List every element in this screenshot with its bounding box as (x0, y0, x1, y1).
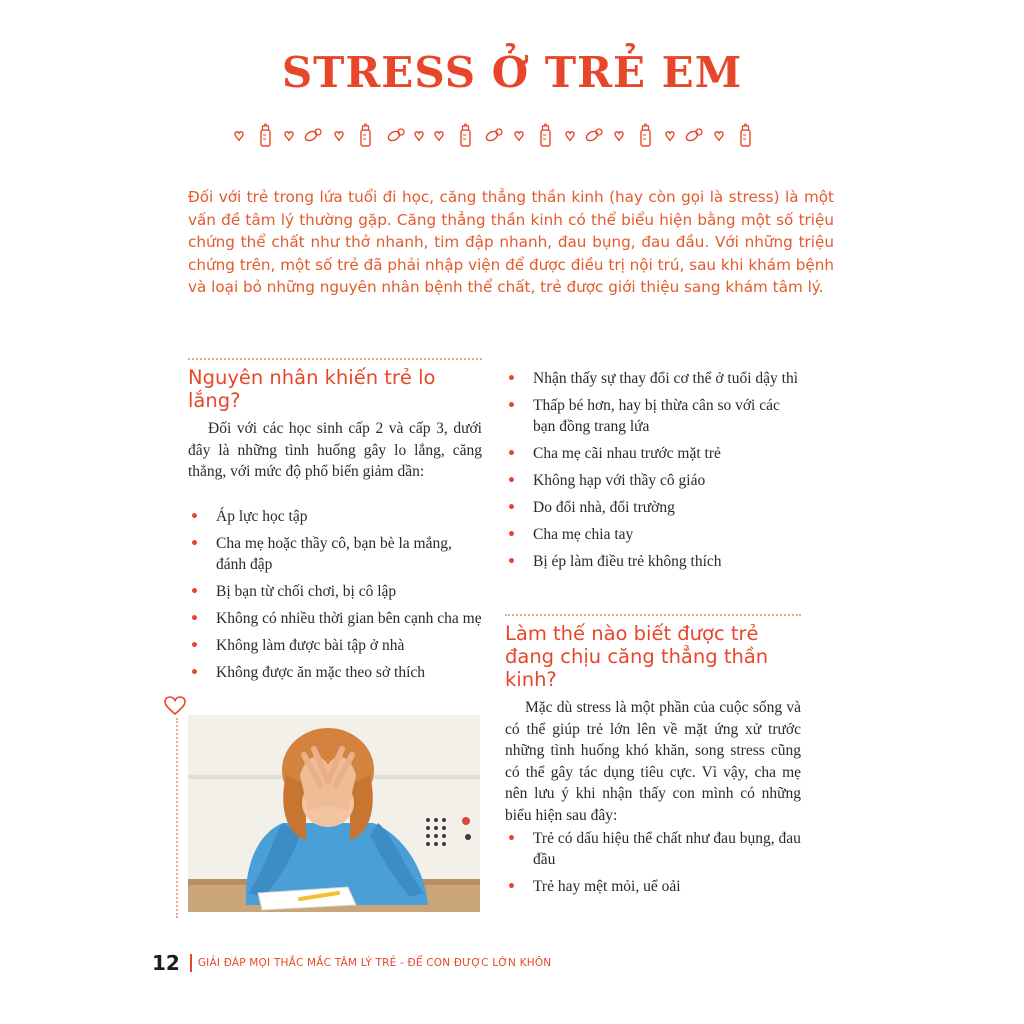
footer-divider (190, 954, 192, 972)
bullet-icon: • (507, 445, 516, 462)
bullet-icon: • (507, 398, 516, 414)
ornament-icons (235, 124, 750, 146)
section1-list (188, 507, 482, 690)
list-item: • Do đổi nhà, đổi trường (505, 498, 801, 519)
bullet-icon: • (190, 583, 199, 600)
section2-list (505, 829, 801, 904)
section2-paragraph: Mặc dù stress là một phần của cuộc sống và có thể giúp trẻ lớn lên về mặt ứng xử trước những tình huống khó khăn, song stress cũng có thể gây tác dụng tiêu cực. Vì vậy, cha mẹ nên lưu ý khi nhận thấy con mình có những biểu hiện sau đây: (505, 699, 801, 824)
bullet-icon: • (507, 526, 516, 543)
section2-heading: Làm thế nào biết được trẻ đang chịu căng thẳng thần kinh? (505, 622, 769, 691)
bullet-icon: • (507, 831, 516, 847)
bullet-icon: • (507, 472, 516, 489)
decorative-line (176, 718, 178, 918)
bullet-icon: • (507, 499, 516, 516)
section1-heading: Nguyên nhân khiến trẻ lo lắng? (188, 366, 436, 412)
bullet-icon: • (190, 637, 199, 654)
bullet-icon: • (507, 553, 516, 570)
list-item: • Không được ăn mặc theo sở thích (188, 663, 482, 684)
list-item: • Áp lực học tập (188, 507, 482, 528)
heart-icon (164, 696, 186, 716)
section-divider (505, 614, 801, 616)
list-item: • Cha mẹ cãi nhau trước mặt trẻ (505, 444, 801, 465)
page-title: STRESS Ở TRẺ EM (281, 48, 743, 97)
bullet-icon: • (190, 536, 199, 552)
section1-list-continued (505, 369, 801, 579)
list-item: • Không làm được bài tập ở nhà (188, 636, 482, 657)
bullet-icon: • (190, 610, 199, 627)
intro-paragraph: Đối với trẻ trong lứa tuổi đi học, căng thẳng thần kinh (hay còn gọi là stress) là một vấn đề tâm lý thường gặp. Căng thẳng thần kinh có thể biểu hiện bằng một số triệu chứng thể chất như thở nhanh, tim đập nhanh, đau bụng, đau đầu. Với những triệu chứng trên, một số trẻ đã phải nhập viện để được điều trị nội trú, sau khi khám bệnh và loại bỏ những nguyên nhân bệnh thể chất, trẻ được giới thiệu sang khám tâm lý. (188, 188, 834, 296)
ornament-row (230, 120, 770, 152)
list-item: • Bị bạn từ chối chơi, bị cô lập (188, 582, 482, 603)
bullet-icon: • (190, 509, 199, 525)
list-item: • Trẻ hay mệt mỏi, uể oải (505, 877, 801, 898)
list-item: • Cha mẹ hoặc thầy cô, bạn bè la mắng, đánh đập (190, 535, 452, 573)
list-item: • Không có nhiều thời gian bên cạnh cha mẹ (188, 609, 482, 630)
bullet-icon: • (507, 371, 516, 387)
book-title: GIẢI ĐÁP MỌI THẮC MẮC TÂM LÝ TRẺ - ĐỂ CON ĐƯỢC LỚN KHÔN (197, 957, 552, 969)
list-item: • Trẻ có dấu hiệu thể chất như đau bụng, đau đầu (507, 830, 801, 868)
section1-paragraph: Đối với các học sinh cấp 2 và cấp 3, dưới đây là những tình huống gây lo lắng, căng thẳng, với mức độ phổ biến giảm dần: (188, 420, 482, 480)
page-number: 12 (152, 951, 180, 975)
list-item: • Bị ép làm điều trẻ không thích (505, 552, 801, 573)
list-item: • Không hạp với thầy cô giáo (505, 471, 801, 492)
bullet-icon: • (507, 878, 516, 895)
bullet-icon: • (190, 664, 199, 681)
list-item: • Nhận thấy sự thay đổi cơ thể ở tuổi dậy thì (505, 369, 801, 390)
section-divider (188, 358, 482, 360)
child-stress-photo (188, 715, 480, 912)
list-item: • Thấp bé hơn, hay bị thừa cân so với các bạn đồng trang lứa (507, 397, 780, 435)
page-footer (152, 950, 551, 976)
list-item: • Cha mẹ chia tay (505, 525, 801, 546)
